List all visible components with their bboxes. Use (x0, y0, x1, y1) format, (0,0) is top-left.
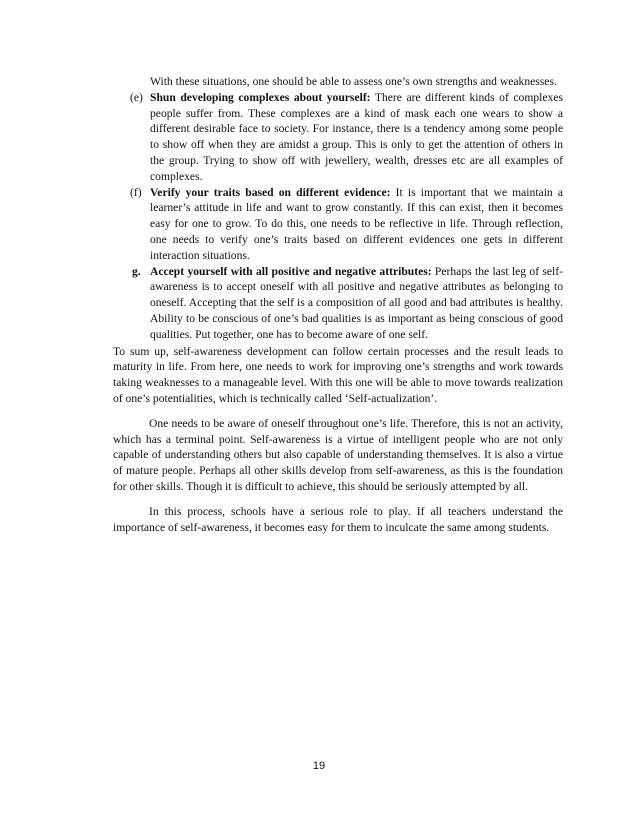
list-marker: g. (132, 264, 141, 278)
list-marker: (e) (130, 90, 143, 104)
list-item-g (113, 264, 563, 343)
list-item-heading: Accept yourself with all positive and negative attributes: (150, 264, 432, 278)
list-item-e (113, 90, 563, 185)
summary-paragraph: To sum up, self-awareness development can follow certain processes and the result leads to maturity in life. From here, one needs to work for improving one’s strengths and work towards taking weaknesses to a manageable level. With this one will be able to move towards realization of one’s potentialities, which is technically called ‘Self-actualization’. (113, 344, 563, 405)
list-marker: (f) (130, 185, 142, 199)
list-item-text: Perhaps the last leg of self-awareness is to accept oneself with all positive and negative attributes as belonging to oneself. Accepting that the self is a composition of all good and bad attributes is healthy. Ability to be conscious of one’s bad qualities is as important as being conscious of good qualities. Put together, one has to become aware of one self. (150, 264, 563, 341)
list-item-text: There are different kinds of complexes people suffer from. These complexes are a kind of mask each one wears to show a different desirable face to society. For instance, there is a tendency among some people to show off when they are amidst a group. This is only to get the attention of others in the group. Trying to show off with jewellery, wealth, dresses etc are all examples of complexes. (150, 90, 563, 183)
schools-role-paragraph: In this process, schools have a serious role to play. If all teachers understand the importance of self-awareness, it becomes easy for them to inculcate the same among students. (113, 504, 563, 534)
intro-line: With these situations, one should be able to assess one’s own strengths and weaknesses. (150, 75, 557, 88)
page-number: 19 (312, 760, 326, 772)
list-item-f (113, 185, 563, 264)
page-body (113, 74, 563, 535)
lifelong-awareness-paragraph: One needs to be aware of oneself throughout one’s life. Therefore, this is not an activity, which has a terminal point. Self-awareness is a virtue of intelligent people who are not only capable of understanding others but also capable of understanding themselves. It is also a virtue of mature people. Perhaps all other skills develop from self-awareness, as this is the foundation for other skills. Though it is difficult to achieve, this should be seriously attempted by all. (113, 416, 563, 493)
list-item-heading: Shun developing complexes about yourself: (150, 90, 371, 104)
process-list (113, 90, 563, 343)
list-item-text: It is important that we maintain a learner’s attitude in life and want to grow constantly. If this can exist, then it becomes easy for one to grow. To do this, one needs to be reflective in life. Through reflection, one needs to verify one’s traits based on different evidences one gets in different interaction situations. (150, 185, 563, 262)
list-item-heading: Verify your traits based on different evidence: (150, 185, 391, 199)
